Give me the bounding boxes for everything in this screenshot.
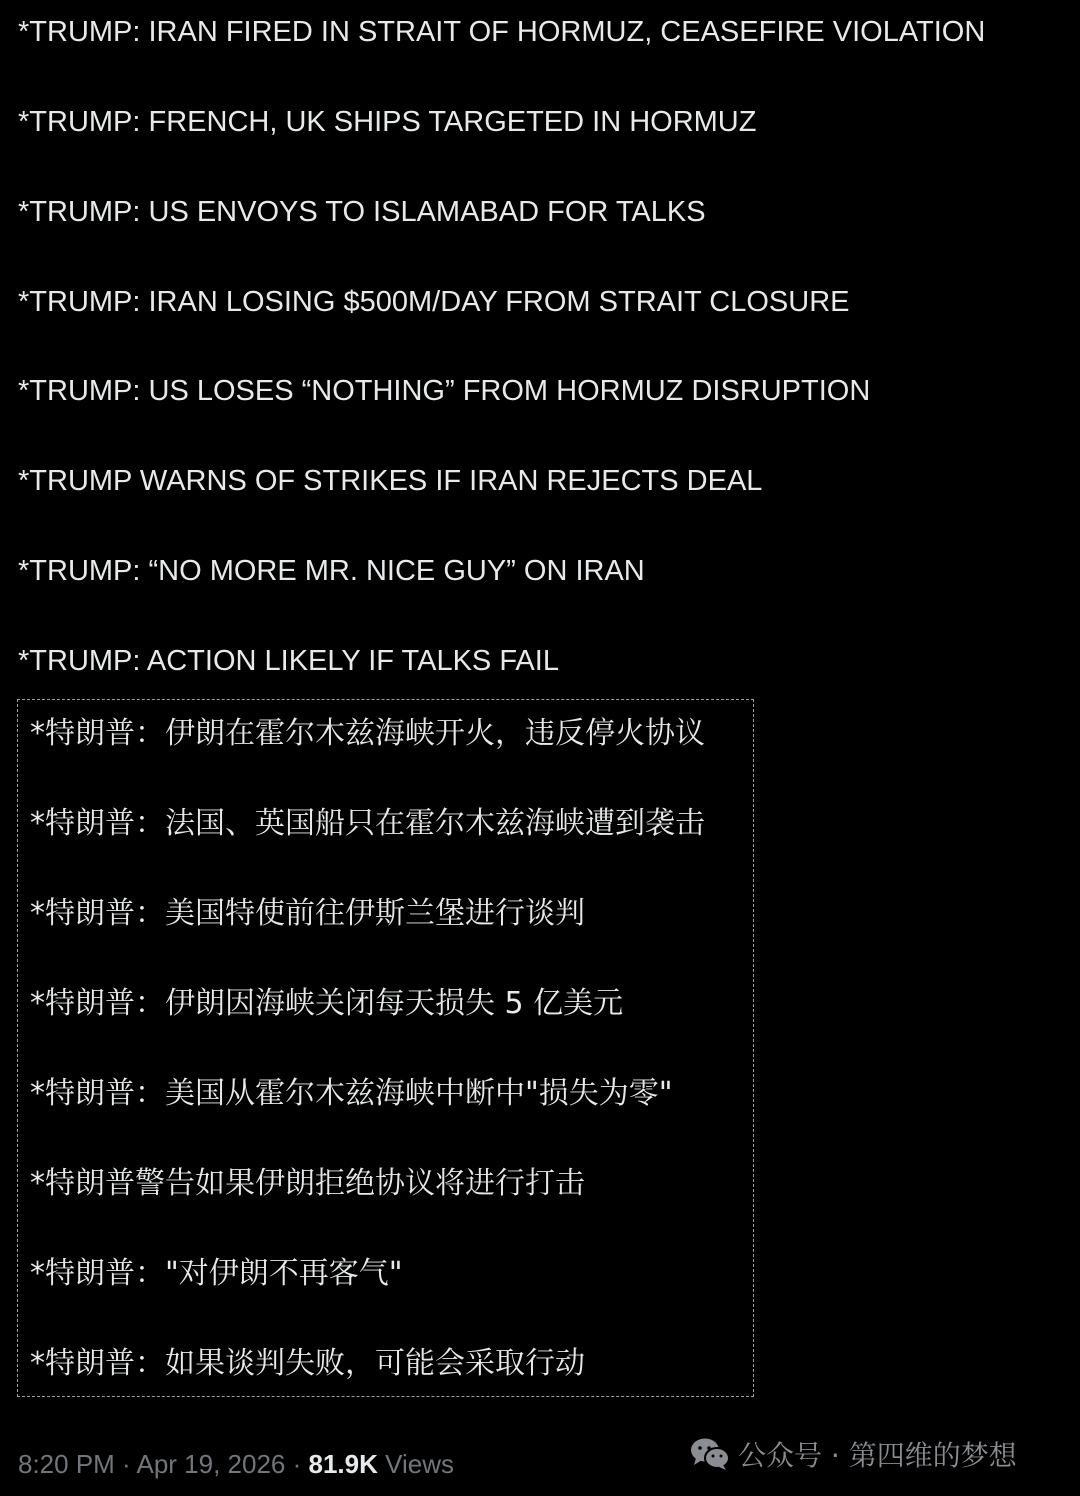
views-count: 81.9K [308,1449,378,1479]
headline-zh-3: *特朗普：美国特使前往伊斯兰堡进行谈判 [30,896,585,931]
meta-separator: · [285,1449,309,1479]
headline-zh-5: *特朗普：美国从霍尔木兹海峡中断中"损失为零" [30,1076,673,1111]
headline-en-3: *TRUMP: US ENVOYS TO ISLAMABAD FOR TALKS [18,196,706,228]
watermark-text: 公众号 · 第四维的梦想 [738,1439,1017,1472]
post-date[interactable]: Apr 19, 2026 [136,1449,286,1479]
headline-zh-8: *特朗普：如果谈判失败，可能会采取行动 [30,1346,585,1381]
headline-en-7: *TRUMP: “NO MORE MR. NICE GUY” ON IRAN [18,555,645,587]
headline-zh-7: *特朗普："对伊朗不再客气" [30,1256,403,1291]
headline-en-2: *TRUMP: FRENCH, UK SHIPS TARGETED IN HORMUZ [18,106,757,138]
headline-zh-6: *特朗普警告如果伊朗拒绝协议将进行打击 [30,1166,585,1201]
post-meta [18,1444,454,1484]
headline-zh-1: *特朗普：伊朗在霍尔木兹海峡开火，违反停火协议 [30,716,705,751]
views-label: Views [385,1449,455,1479]
headline-en-6: *TRUMP WARNS OF STRIKES IF IRAN REJECTS DEAL [18,465,763,497]
headline-en-1: *TRUMP: IRAN FIRED IN STRAIT OF HORMUZ, CEASEFIRE VIOLATION [18,16,986,48]
headline-zh-4: *特朗普：伊朗因海峡关闭每天损失 5 亿美元 [30,986,624,1021]
headline-zh-2: *特朗普：法国、英国船只在霍尔木兹海峡遭到袭击 [30,806,705,841]
wechat-icon [690,1437,730,1471]
meta-separator: · [114,1449,137,1479]
headline-en-8: *TRUMP: ACTION LIKELY IF TALKS FAIL [18,645,559,677]
post-time[interactable]: 8:20 PM [18,1449,115,1479]
headline-en-4: *TRUMP: IRAN LOSING $500M/DAY FROM STRAIT CLOSURE [18,286,850,318]
watermark [690,1432,1017,1476]
headline-en-5: *TRUMP: US LOSES “NOTHING” FROM HORMUZ DISRUPTION [18,375,871,407]
